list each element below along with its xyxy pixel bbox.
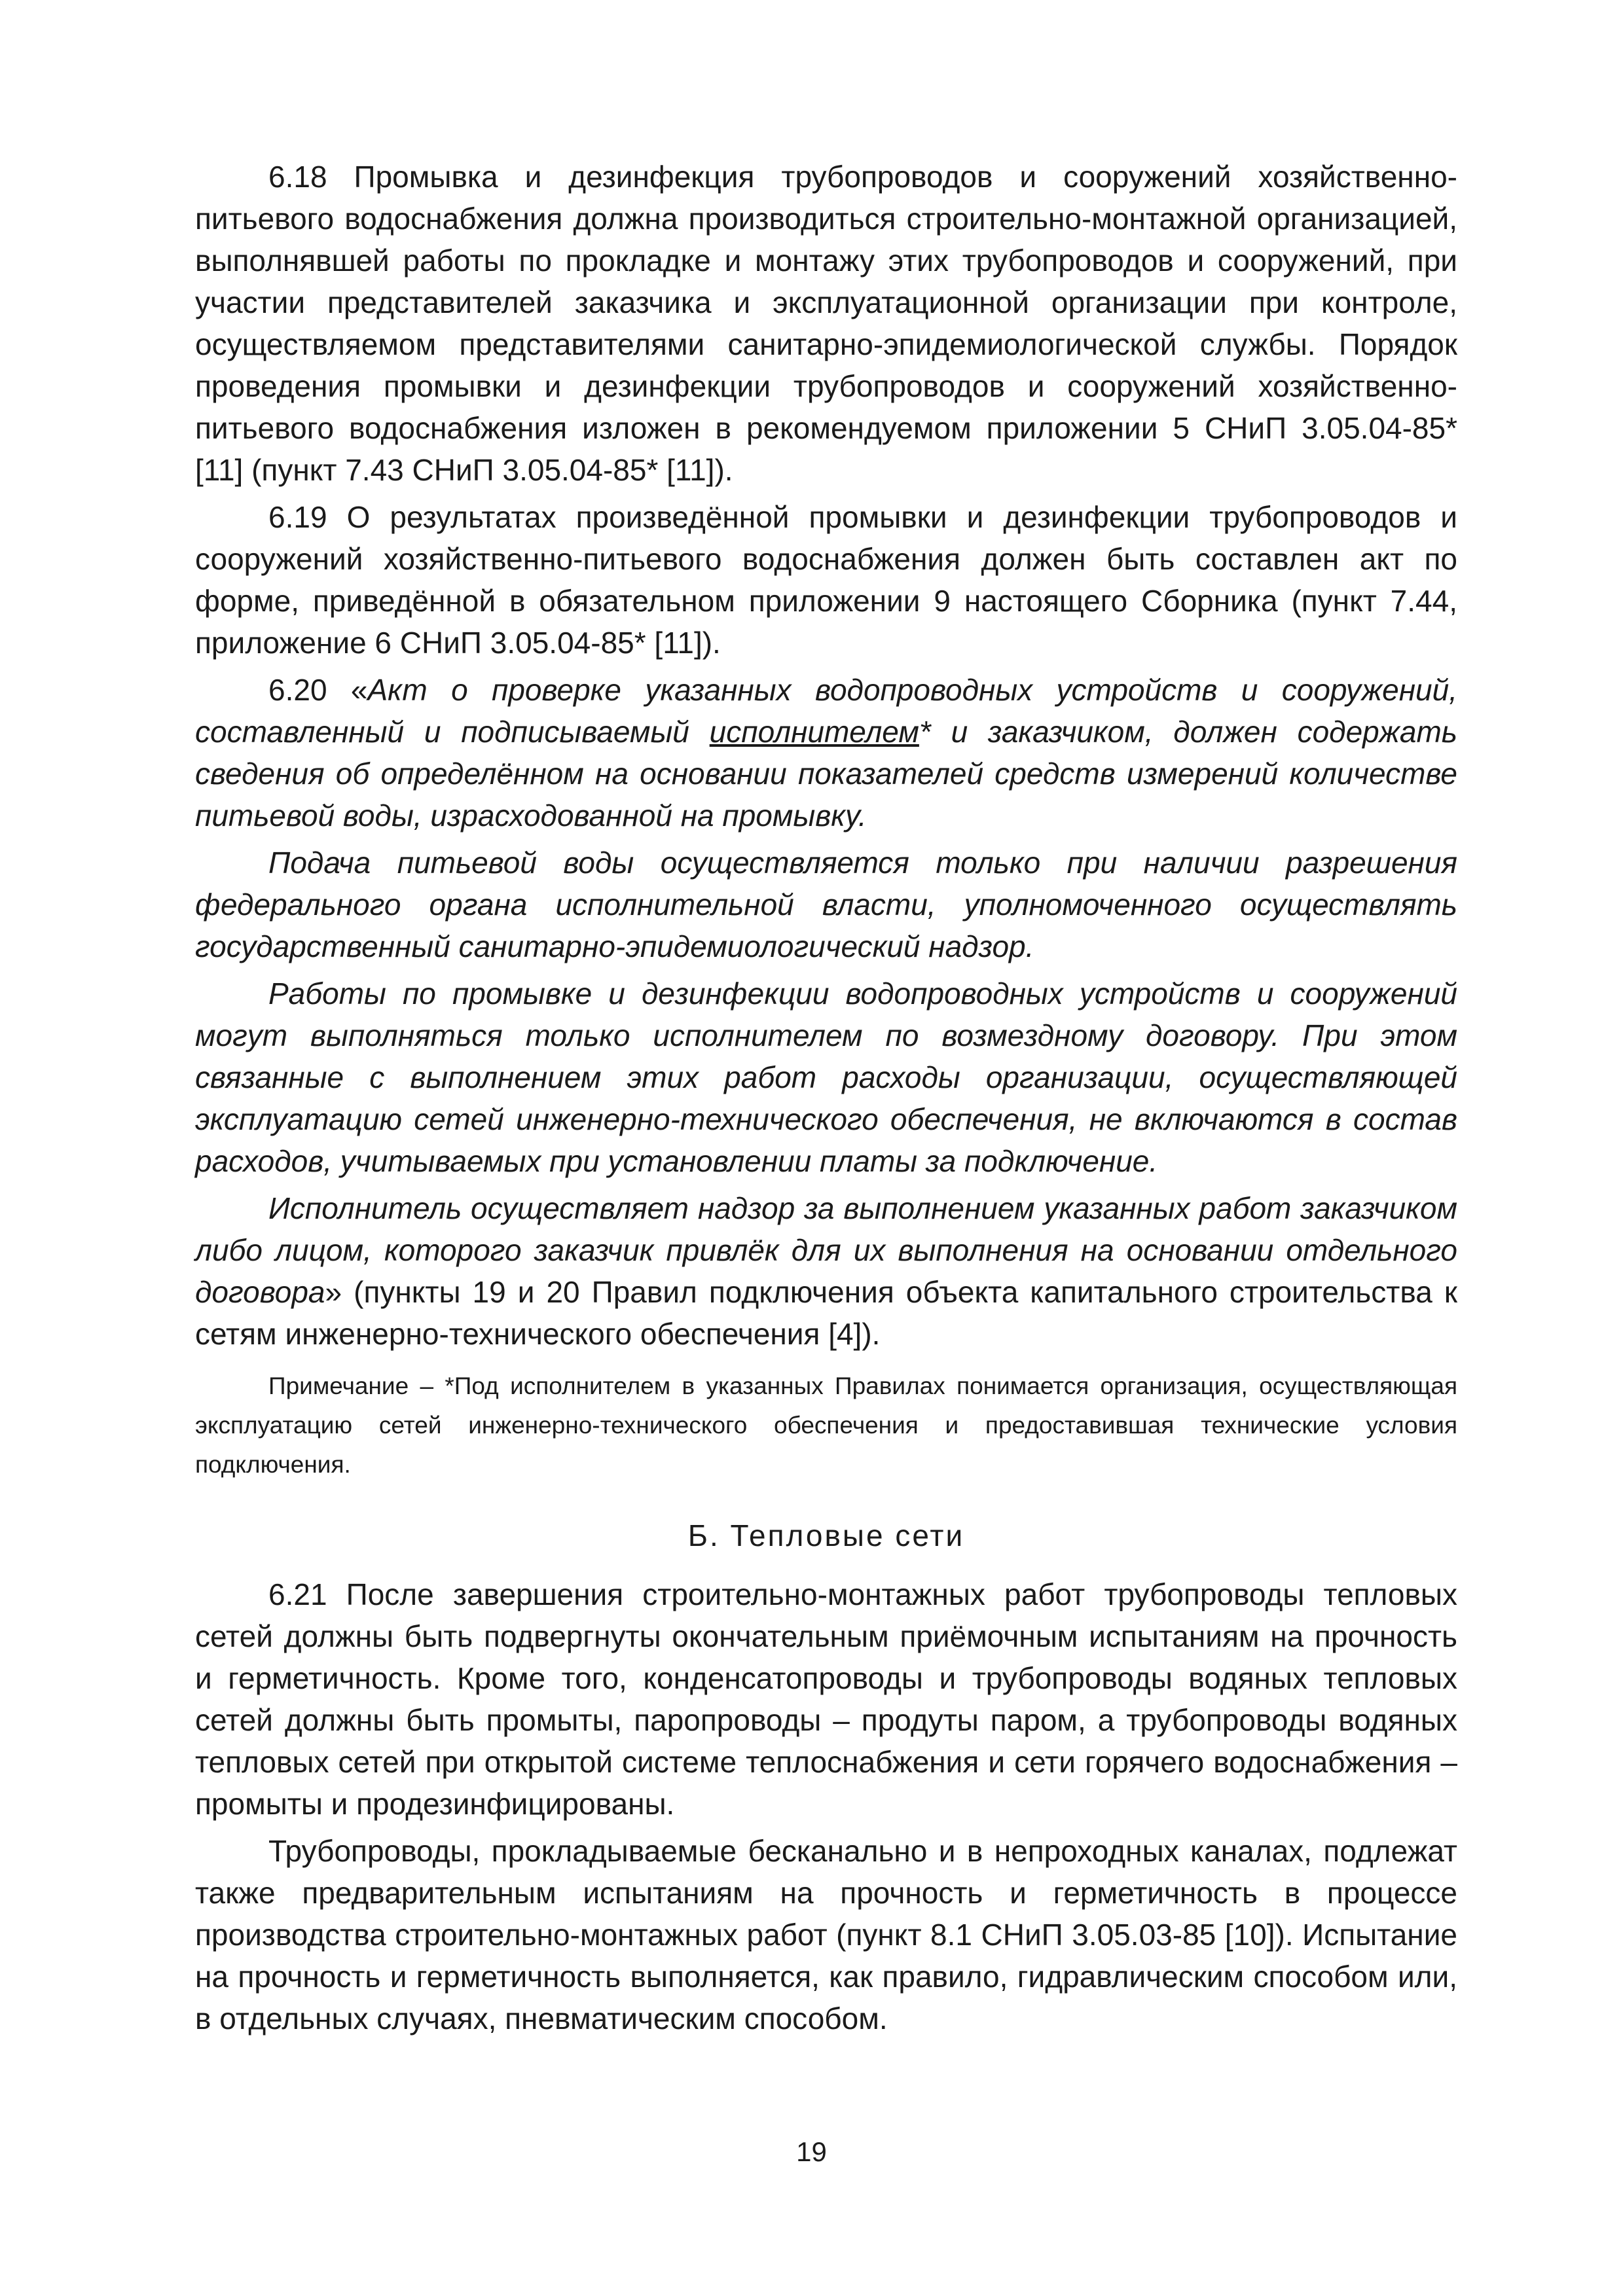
paragraph-6-21: 6.21 После завершения строительно-монтажных работ трубопроводы тепловых сетей должны быть подвергнуты окончательным приёмочным испытаниям на прочность и герметичность. Кроме того, конденсатопроводы и трубопроводы водяных тепловых сетей должны быть промыты, паропроводы – продуты паром, а трубопроводы водяных тепловых сетей при открытой системе теплоснабжения и сети горячего водоснабжения – промыты и продезинфицированы. — [195, 1577, 1457, 1821]
paragraph-6-20-quote-b: * и заказчиком, должен содержать сведения об определённом на основании показателей средств измерений количестве питьевой воды, израсходованной на промывку. — [195, 715, 1457, 833]
paragraph-6-20-number: 6.20 « — [268, 673, 368, 707]
paragraph-6-20-underlined: исполнителем — [709, 715, 919, 749]
paragraph-6-18: 6.18 Промывка и дезинфекция трубопроводов и сооружений хозяйственно-питьевого водоснабжения должна производиться строительно-монтажной организацией, выполнявшей работы по прокладке и монтажу этих трубопроводов и сооружений, при участии представителей заказчика и эксплуатационной организации при контроле, осуществляемом представителями санитарно-эпидемиологической службы. Порядок проведения промывки и дезинфекции трубопроводов и сооружений хозяйственно-питьевого водоснабжения изложен в рекомендуемом приложении 5 СНиП 3.05.04-85* [11] (пункт 7.43 СНиП 3.05.04-85* [11]). — [195, 160, 1457, 487]
paragraph-water-supply: Подача питьевой воды осуществляется только при наличии разрешения федерального органа исполнительной власти, уполномоченного осуществлять государственный санитарно-эпидемиологический надзор. — [195, 846, 1457, 963]
paragraph-6-20-quote-a: Акт о проверке указанных водопроводных устройств и сооружений, составленный и подписываемый — [195, 673, 1457, 749]
paragraph-executor-italic: Исполнитель осуществляет надзор за выполнением указанных работ заказчиком либо лицом, которого заказчик привлёк для их выполнения на основании отдельного договора — [195, 1191, 1457, 1309]
paragraph-works: Работы по промывке и дезинфекции водопроводных устройств и сооружений могут выполняться только исполнителем по возмездному договору. При этом связанные с выполнением этих работ расходы организации, осуществляющей эксплуатацию сетей инженерно-технического обеспечения, не включаются в состав расходов, учитываемых при установлении платы за подключение. — [195, 977, 1457, 1178]
paragraph-6-19: 6.19 О результатах произведённой промывки и дезинфекции трубопроводов и сооружений хозяйственно-питьевого водоснабжения должен быть составлен акт по форме, приведённой в обязательном приложении 9 настоящего Сборника (пункт 7.44, приложение 6 СНиП 3.05.04-85* [11]). — [195, 500, 1457, 660]
document-page — [195, 156, 1457, 2045]
paragraph-pipelines: Трубопроводы, прокладываемые бесканально и в непроходных каналах, подлежат также предварительным испытаниям на прочность и герметичность в процессе производства строительно-монтажных работ (пункт 8.1 СНиП 3.05.03-85 [10]). Испытание на прочность и герметичность выполняется, как правило, гидравлическим способом или, в отдельных случаях, пневматическим способом. — [195, 1834, 1457, 2036]
section-heading-heat-networks: Б. Тепловые сети — [687, 1518, 965, 1552]
note: Примечание – *Под исполнителем в указанных Правилах понимается организация, осуществляющая эксплуатацию сетей инженерно-технического обеспечения и предоставившая технические условия подключения. — [195, 1372, 1457, 1478]
page-number: 19 — [796, 2136, 827, 2167]
paragraph-6-20 — [195, 669, 1457, 836]
paragraph-executor-rest: » (пункты 19 и 20 Правил подключения объекта капитального строительства к сетям инженерно-технического обеспечения [4]). — [195, 1275, 1457, 1351]
paragraph-executor — [195, 1187, 1457, 1355]
